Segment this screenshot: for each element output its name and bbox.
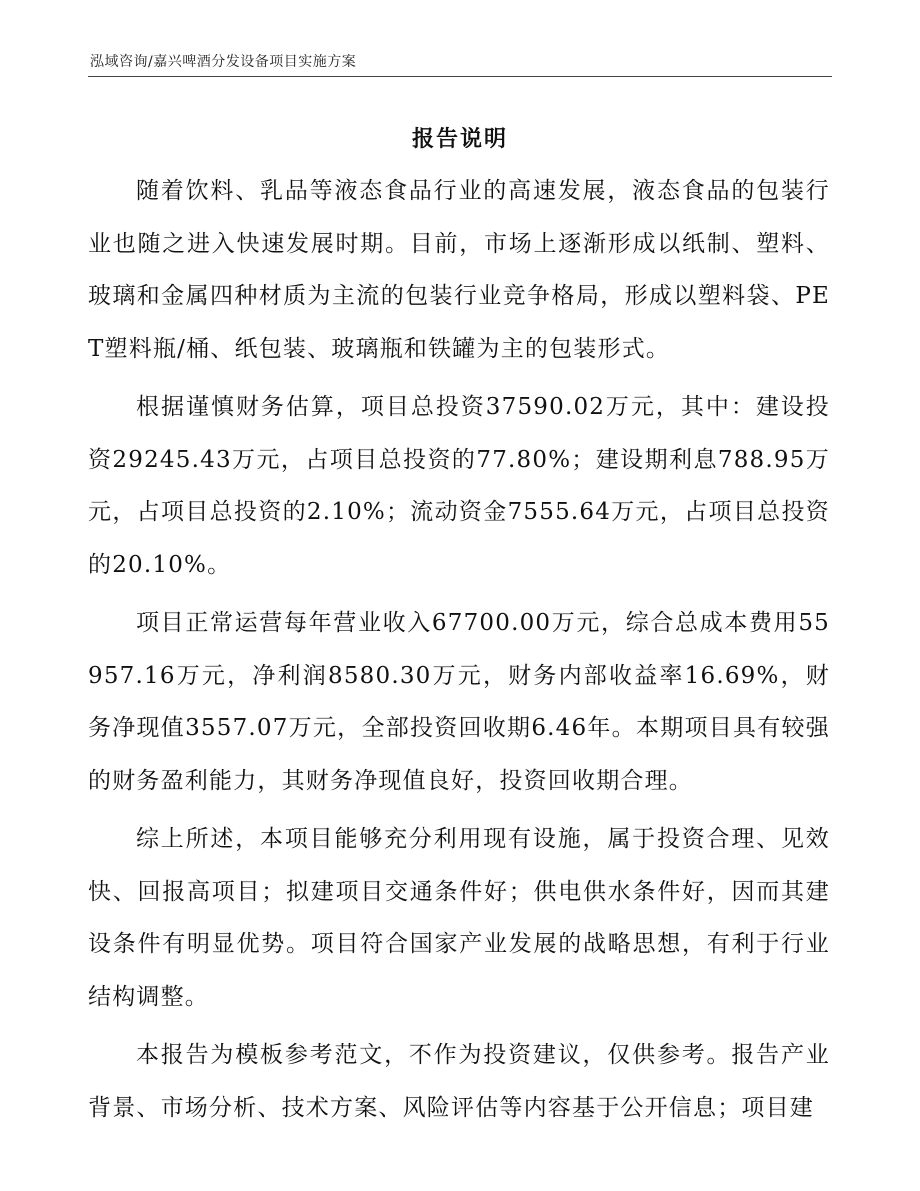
paragraph-background: 随着饮料、乳品等液态食品行业的高速发展，液态食品的包装行业也随之进入快速发展时期。目前，市场上逐渐形成以纸制、塑料、玻璃和金属四种材质为主流的包装行业竞争格局，形成以塑料袋、PET塑料瓶/桶、纸包装、玻璃瓶和铁罐为主的包装形式。 xyxy=(88,178,830,362)
paragraph-disclaimer: 本报告为模板参考范文，不作为投资建议，仅供参考。报告产业背景、市场分析、技术方案、风险评估等内容基于公开信息；项目建 xyxy=(88,1042,830,1121)
paragraph-investment: 根据谨慎财务估算，项目总投资37590.02万元，其中：建设投资29245.43万元，占项目总投资的77.80%；建设期利息788.95万元，占项目总投资的2.10%；流动资金7555.64万元，占项目总投资的20.10%。 xyxy=(88,394,830,578)
header-divider xyxy=(88,76,832,77)
page-title: 报告说明 xyxy=(411,127,508,152)
running-header: 泓域咨询/嘉兴啤酒分发设备项目实施方案 xyxy=(90,54,357,70)
paragraph-financials: 项目正常运营每年营业收入67700.00万元，综合总成本费用55957.16万元，净利润8580.30万元，财务内部收益率16.69%，财务净现值3557.07万元，全部投资回收期6.46年。本期项目具有较强的财务盈利能力，其财务净现值良好，投资回收期合理。 xyxy=(88,610,830,794)
paragraph-conclusion: 综上所述，本项目能够充分利用现有设施，属于投资合理、见效快、回报高项目；拟建项目交通条件好；供电供水条件好，因而其建设条件有明显优势。项目符合国家产业发展的战略思想，有利于行业结构调整。 xyxy=(88,826,830,1010)
document-body xyxy=(88,165,830,1140)
